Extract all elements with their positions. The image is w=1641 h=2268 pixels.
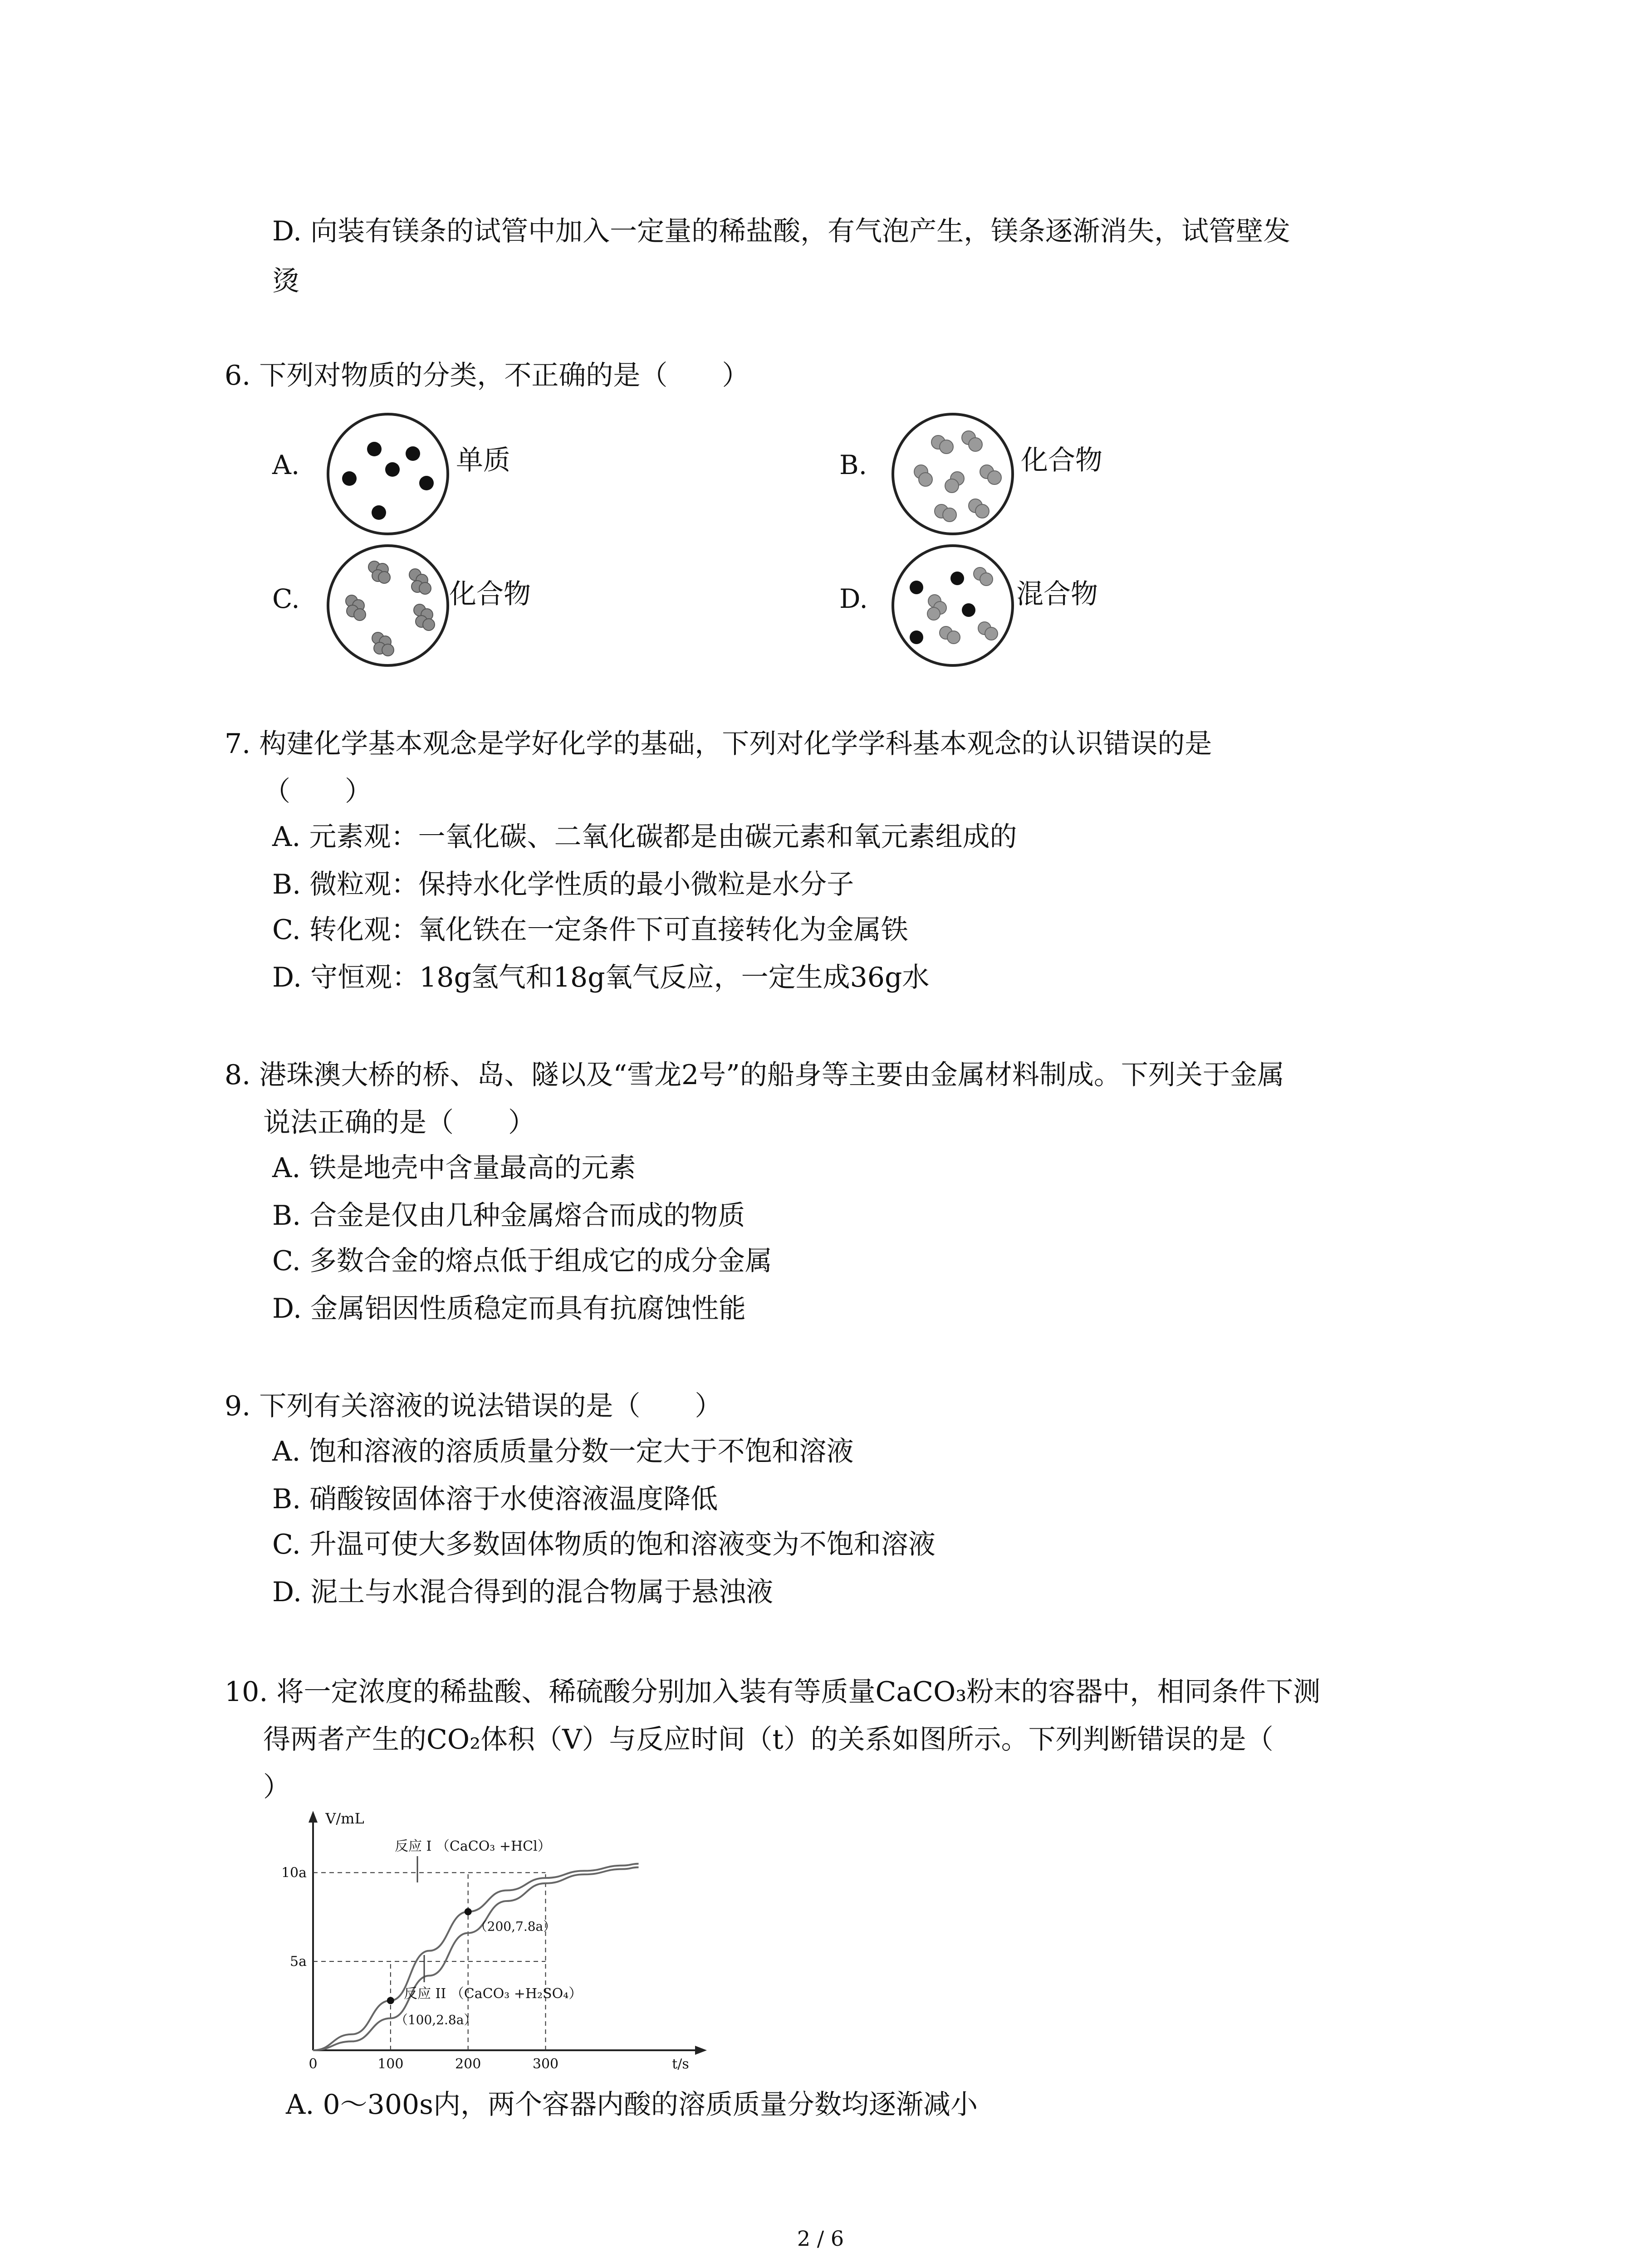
q8-stem-line2: 说法正确的是（ ） xyxy=(263,1107,535,1139)
x-tick-label: 300 xyxy=(532,2056,559,2072)
q10-chart xyxy=(254,1810,708,2091)
q8-stem-line1: 8. 港珠澳大桥的桥、岛、隧以及“雪龙2号”的船身等主要由金属材料制成。下列关于金属 xyxy=(225,1059,1284,1091)
data-point-label: （100,2.8a） xyxy=(395,2012,477,2028)
q8-option-d: D. 金属铝因性质稳定而具有抗腐蚀性能 xyxy=(272,1293,746,1325)
data-point xyxy=(465,1908,472,1916)
q6-option-a-letter: A. xyxy=(272,450,300,480)
q8-option-a: A. 铁是地壳中含量最高的元素 xyxy=(272,1152,636,1184)
q8-option-c: C. 多数合金的熔点低于组成它的成分金属 xyxy=(272,1245,772,1277)
q6-option-a-label: 单质 xyxy=(456,445,510,476)
q10-stem-line2: 得两者产生的CO₂体积（V）与反应时间（t）的关系如图所示。下列判断错误的是（ xyxy=(263,1724,1274,1755)
q6-option-c-letter: C. xyxy=(272,583,300,614)
q6-option-d-diagram xyxy=(889,542,1016,669)
q6-option-b-diagram xyxy=(889,411,1016,538)
q7-option-b: B. 微粒观：保持水化学性质的最小微粒是水分子 xyxy=(272,869,854,900)
x-axis-arrow xyxy=(695,2046,707,2055)
x-tick-label: 100 xyxy=(377,2056,404,2072)
data-point xyxy=(387,1997,394,2004)
q10-stem-line1: 10. 将一定浓度的稀盐酸、稀硫酸分别加入装有等质量CaCO₃粉末的容器中，相同条件下测 xyxy=(225,1676,1321,1708)
q6-option-a-diagram xyxy=(324,411,451,538)
q9-stem: 9. 下列有关溶液的说法错误的是（ ） xyxy=(225,1390,722,1422)
q6-option-c-diagram xyxy=(324,542,451,669)
q6-option-b-label: 化合物 xyxy=(1021,445,1102,476)
q7-option-c: C. 转化观：氧化铁在一定条件下可直接转化为金属铁 xyxy=(272,914,908,946)
x-axis-label: t/s xyxy=(672,2056,689,2072)
x-tick-label: 200 xyxy=(455,2056,481,2072)
q6-option-b-letter: B. xyxy=(839,450,867,480)
q9-option-d: D. 泥土与水混合得到的混合物属于悬浊液 xyxy=(272,1576,774,1608)
x-tick-label: 0 xyxy=(309,2056,318,2072)
q8-option-b: B. 合金是仅由几种金属熔合而成的物质 xyxy=(272,1200,745,1232)
q6-option-d-label: 混合物 xyxy=(1016,578,1098,610)
data-point-label: （200,7.8a） xyxy=(474,1919,556,1934)
q9-option-b: B. 硝酸铵固体溶于水使溶液温度降低 xyxy=(272,1483,718,1515)
q7-option-a: A. 元素观：一氧化碳、二氧化碳都是由碳元素和氧元素组成的 xyxy=(272,821,1017,853)
q7-stem-line1: 7. 构建化学基本观念是学好化学的基础，下列对化学学科基本观念的认识错误的是 xyxy=(225,728,1212,760)
q9-option-a: A. 饱和溶液的溶质质量分数一定大于不饱和溶液 xyxy=(272,1436,854,1467)
q6-option-d-letter: D. xyxy=(839,583,868,614)
q6-option-c-label: 化合物 xyxy=(449,578,531,610)
series-label: 反应 II （CaCO₃ +H₂SO₄） xyxy=(404,1986,583,2002)
q5-option-d-line1: D. 向装有镁条的试管中加入一定量的稀盐酸，有气泡产生，镁条逐渐消失，试管壁发 xyxy=(272,215,1291,247)
q5-option-d-line2: 烫 xyxy=(272,265,299,297)
y-axis-arrow xyxy=(309,1811,318,1823)
series-label: 反应 I （CaCO₃ +HCl） xyxy=(395,1838,551,1854)
q9-option-c: C. 升温可使大多数固体物质的饱和溶液变为不饱和溶液 xyxy=(272,1529,936,1560)
y-axis-label: V/mL xyxy=(325,1810,364,1827)
q7-stem-line2: （ ） xyxy=(263,776,372,807)
q10-option-a: A. 0～300s内，两个容器内酸的溶质质量分数均逐渐减小 xyxy=(286,2089,978,2121)
q6-stem: 6. 下列对物质的分类，不正确的是（ ） xyxy=(225,360,749,391)
page-number: 2 / 6 xyxy=(797,2226,844,2251)
y-tick-label: 10a xyxy=(281,1865,307,1881)
y-tick-label: 5a xyxy=(290,1954,307,1970)
q7-option-d: D. 守恒观：18g氢气和18g氧气反应，一定生成36g水 xyxy=(272,962,930,993)
q10-stem-line3: ） xyxy=(263,1771,290,1803)
